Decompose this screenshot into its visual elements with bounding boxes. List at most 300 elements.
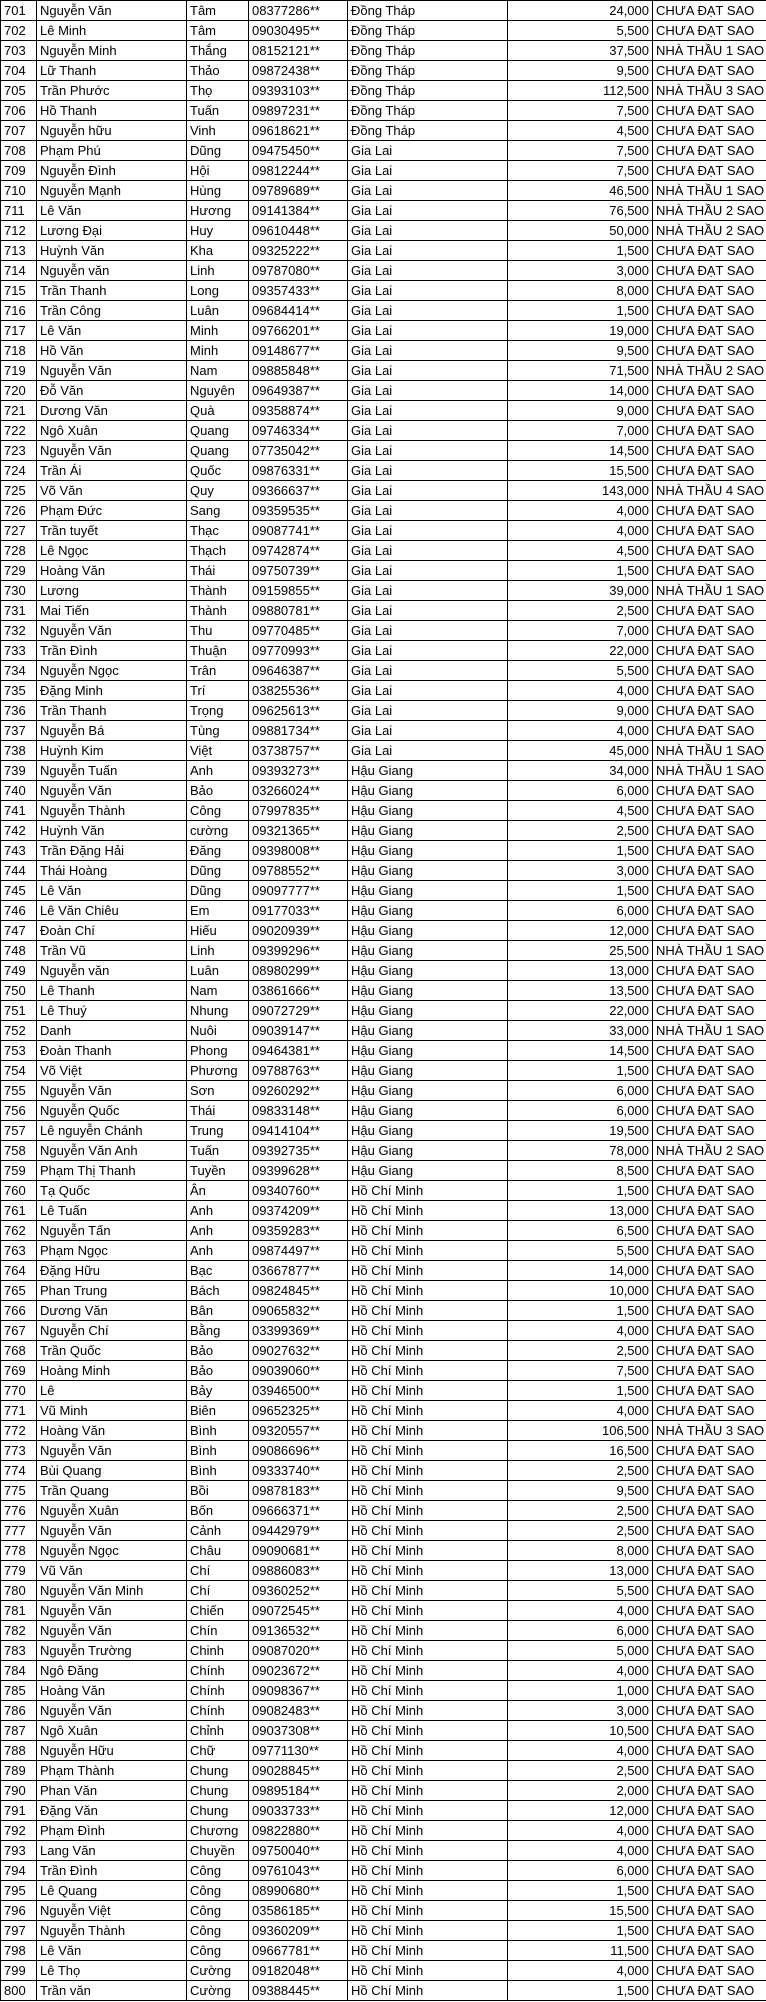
phone-number-cell: 09824845** (249, 1281, 348, 1301)
phone-number-cell: 09392735** (249, 1141, 348, 1161)
rank-cell: CHƯA ĐẠT SAO (653, 341, 766, 361)
row-number-cell: 746 (1, 901, 37, 921)
table-row (1, 741, 766, 761)
points-cell: 15,500 (508, 1901, 653, 1921)
row-number-cell: 789 (1, 1761, 37, 1781)
table-row (1, 1201, 766, 1221)
first-name-cell: Chiến (187, 1601, 249, 1621)
last-middle-name-cell: Phạm Phú (37, 141, 187, 161)
table-row (1, 1741, 766, 1761)
phone-number-cell: 09442979** (249, 1521, 348, 1541)
points-cell: 112,500 (508, 81, 653, 101)
points-cell: 10,000 (508, 1281, 653, 1301)
rank-cell: CHƯA ĐẠT SAO (653, 1801, 766, 1821)
phone-number-cell: 09141384** (249, 201, 348, 221)
first-name-cell: Thu (187, 621, 249, 641)
rank-cell: CHƯA ĐẠT SAO (653, 1981, 766, 2001)
table-row (1, 1761, 766, 1781)
row-number-cell: 757 (1, 1121, 37, 1141)
table-row (1, 1961, 766, 1981)
phone-number-cell: 09649387** (249, 381, 348, 401)
rank-cell: CHƯA ĐẠT SAO (653, 1541, 766, 1561)
table-row (1, 681, 766, 701)
rank-cell: CHƯA ĐẠT SAO (653, 501, 766, 521)
row-number-cell: 777 (1, 1521, 37, 1541)
province-cell: Hồ Chí Minh (348, 1261, 508, 1281)
row-number-cell: 799 (1, 1961, 37, 1981)
first-name-cell: Bình (187, 1421, 249, 1441)
table-row (1, 1181, 766, 1201)
first-name-cell: Bảy (187, 1381, 249, 1401)
last-middle-name-cell: Hoàng Văn (37, 561, 187, 581)
rank-cell: NHÀ THẦU 4 SAO (653, 481, 766, 501)
phone-number-cell: 03738757** (249, 741, 348, 761)
first-name-cell: Hội (187, 161, 249, 181)
province-cell: Gia Lai (348, 741, 508, 761)
rank-cell: CHƯA ĐẠT SAO (653, 1961, 766, 1981)
rank-cell: NHÀ THẦU 1 SAO (653, 41, 766, 61)
rank-cell: CHƯA ĐẠT SAO (653, 521, 766, 541)
first-name-cell: Vinh (187, 121, 249, 141)
row-number-cell: 761 (1, 1201, 37, 1221)
phone-number-cell: 09072729** (249, 1001, 348, 1021)
first-name-cell: Trung (187, 1121, 249, 1141)
last-middle-name-cell: Phạm Ngọc (37, 1241, 187, 1261)
last-middle-name-cell: Lê Ngọc (37, 541, 187, 561)
first-name-cell: Bình (187, 1441, 249, 1461)
table-row (1, 1481, 766, 1501)
province-cell: Đồng Tháp (348, 121, 508, 141)
rank-cell: CHƯA ĐẠT SAO (653, 1561, 766, 1581)
table-row (1, 401, 766, 421)
rank-cell: CHƯA ĐẠT SAO (653, 1501, 766, 1521)
rank-cell: CHƯA ĐẠT SAO (653, 1261, 766, 1281)
points-cell: 9,000 (508, 701, 653, 721)
phone-number-cell: 09750040** (249, 1841, 348, 1861)
last-middle-name-cell: Nguyễn văn (37, 261, 187, 281)
last-middle-name-cell: Nguyễn Đình (37, 161, 187, 181)
points-cell: 13,500 (508, 981, 653, 1001)
row-number-cell: 732 (1, 621, 37, 641)
table-row (1, 361, 766, 381)
first-name-cell: Chung (187, 1781, 249, 1801)
province-cell: Hồ Chí Minh (348, 1501, 508, 1521)
points-cell: 7,500 (508, 101, 653, 121)
row-number-cell: 794 (1, 1861, 37, 1881)
points-cell: 14,500 (508, 441, 653, 461)
points-cell: 6,000 (508, 1861, 653, 1881)
rank-cell: CHƯA ĐẠT SAO (653, 1081, 766, 1101)
last-middle-name-cell: Dương Văn (37, 1301, 187, 1321)
phone-number-cell: 09789689** (249, 181, 348, 201)
points-cell: 4,000 (508, 501, 653, 521)
row-number-cell: 762 (1, 1221, 37, 1241)
province-cell: Gia Lai (348, 501, 508, 521)
phone-number-cell: 09359535** (249, 501, 348, 521)
phone-number-cell: 09874497** (249, 1241, 348, 1261)
rank-cell: CHƯA ĐẠT SAO (653, 1901, 766, 1921)
table-row (1, 241, 766, 261)
points-cell: 12,000 (508, 921, 653, 941)
first-name-cell: Công (187, 1941, 249, 1961)
points-cell: 2,500 (508, 1761, 653, 1781)
table-row (1, 321, 766, 341)
row-number-cell: 771 (1, 1401, 37, 1421)
province-cell: Hậu Giang (348, 1041, 508, 1061)
row-number-cell: 745 (1, 881, 37, 901)
last-middle-name-cell: Nguyễn văn (37, 961, 187, 981)
last-middle-name-cell: Nguyễn Văn (37, 441, 187, 461)
points-cell: 1,500 (508, 881, 653, 901)
last-middle-name-cell: Bùi Quang (37, 1461, 187, 1481)
table-row (1, 1281, 766, 1301)
last-middle-name-cell: Lê Văn (37, 881, 187, 901)
row-number-cell: 719 (1, 361, 37, 381)
first-name-cell: Trọng (187, 701, 249, 721)
phone-number-cell: 09684414** (249, 301, 348, 321)
row-number-cell: 716 (1, 301, 37, 321)
rank-cell: CHƯA ĐẠT SAO (653, 701, 766, 721)
rank-cell: CHƯA ĐẠT SAO (653, 661, 766, 681)
province-cell: Gia Lai (348, 321, 508, 341)
phone-number-cell: 09788763** (249, 1061, 348, 1081)
phone-number-cell: 03946500** (249, 1381, 348, 1401)
province-cell: Hồ Chí Minh (348, 1821, 508, 1841)
table-row (1, 1121, 766, 1141)
rank-cell: CHƯA ĐẠT SAO (653, 1521, 766, 1541)
last-middle-name-cell: Lê Văn (37, 321, 187, 341)
first-name-cell: Bách (187, 1281, 249, 1301)
province-cell: Gia Lai (348, 661, 508, 681)
first-name-cell: Thái (187, 561, 249, 581)
points-cell: 1,500 (508, 561, 653, 581)
province-cell: Đồng Tháp (348, 81, 508, 101)
province-cell: Hồ Chí Minh (348, 1721, 508, 1741)
phone-number-cell: 09090681** (249, 1541, 348, 1561)
province-cell: Gia Lai (348, 461, 508, 481)
row-number-cell: 712 (1, 221, 37, 241)
first-name-cell: Dũng (187, 861, 249, 881)
row-number-cell: 702 (1, 21, 37, 41)
first-name-cell: Quang (187, 421, 249, 441)
last-middle-name-cell: Hoàng Minh (37, 1361, 187, 1381)
phone-number-cell: 09374209** (249, 1201, 348, 1221)
first-name-cell: Phương (187, 1061, 249, 1081)
first-name-cell: Thái (187, 1101, 249, 1121)
points-cell: 4,000 (508, 1661, 653, 1681)
points-cell: 9,000 (508, 401, 653, 421)
table-row (1, 841, 766, 861)
province-cell: Hồ Chí Minh (348, 1641, 508, 1661)
first-name-cell: Hùng (187, 181, 249, 201)
first-name-cell: Sang (187, 501, 249, 521)
points-cell: 5,500 (508, 21, 653, 41)
first-name-cell: Biên (187, 1401, 249, 1421)
phone-number-cell: 09082483** (249, 1701, 348, 1721)
points-cell: 22,000 (508, 1001, 653, 1021)
phone-number-cell: 09881734** (249, 721, 348, 741)
first-name-cell: Thuận (187, 641, 249, 661)
points-cell: 7,500 (508, 141, 653, 161)
points-cell: 6,000 (508, 1101, 653, 1121)
phone-number-cell: 09037308** (249, 1721, 348, 1741)
row-number-cell: 708 (1, 141, 37, 161)
row-number-cell: 725 (1, 481, 37, 501)
row-number-cell: 791 (1, 1801, 37, 1821)
first-name-cell: Bằng (187, 1321, 249, 1341)
rank-cell: CHƯA ĐẠT SAO (653, 641, 766, 661)
rank-cell: CHƯA ĐẠT SAO (653, 1101, 766, 1121)
row-number-cell: 753 (1, 1041, 37, 1061)
province-cell: Gia Lai (348, 281, 508, 301)
province-cell: Hậu Giang (348, 841, 508, 861)
phone-number-cell: 09897231** (249, 101, 348, 121)
rank-cell: CHƯA ĐẠT SAO (653, 1641, 766, 1661)
table-row (1, 641, 766, 661)
phone-number-cell: 09399296** (249, 941, 348, 961)
table-row (1, 1601, 766, 1621)
last-middle-name-cell: Lê Thuý (37, 1001, 187, 1021)
rank-cell: CHƯA ĐẠT SAO (653, 981, 766, 1001)
last-middle-name-cell: Trần Thanh (37, 281, 187, 301)
points-cell: 1,500 (508, 841, 653, 861)
table-row (1, 221, 766, 241)
province-cell: Hồ Chí Minh (348, 1401, 508, 1421)
row-number-cell: 707 (1, 121, 37, 141)
points-cell: 106,500 (508, 1421, 653, 1441)
row-number-cell: 787 (1, 1721, 37, 1741)
row-number-cell: 703 (1, 41, 37, 61)
row-number-cell: 759 (1, 1161, 37, 1181)
phone-number-cell: 09087741** (249, 521, 348, 541)
last-middle-name-cell: Trần Vũ (37, 941, 187, 961)
row-number-cell: 726 (1, 501, 37, 521)
phone-number-cell: 09065832** (249, 1301, 348, 1321)
table-row (1, 1941, 766, 1961)
points-cell: 5,500 (508, 1581, 653, 1601)
rank-cell: CHƯA ĐẠT SAO (653, 1361, 766, 1381)
row-number-cell: 721 (1, 401, 37, 421)
phone-number-cell: 09388445** (249, 1981, 348, 2001)
rank-cell: CHƯA ĐẠT SAO (653, 321, 766, 341)
phone-number-cell: 09393103** (249, 81, 348, 101)
rank-cell: NHÀ THẦU 1 SAO (653, 941, 766, 961)
province-cell: Đồng Tháp (348, 21, 508, 41)
province-cell: Hồ Chí Minh (348, 1221, 508, 1241)
row-number-cell: 754 (1, 1061, 37, 1081)
points-cell: 6,000 (508, 1621, 653, 1641)
row-number-cell: 792 (1, 1821, 37, 1841)
table-row (1, 1541, 766, 1561)
last-middle-name-cell: Nguyễn Tuấn (37, 761, 187, 781)
phone-number-cell: 09880781** (249, 601, 348, 621)
phone-number-cell: 09625613** (249, 701, 348, 721)
rank-cell: CHƯA ĐẠT SAO (653, 1481, 766, 1501)
phone-number-cell: 09325222** (249, 241, 348, 261)
row-number-cell: 727 (1, 521, 37, 541)
province-cell: Hồ Chí Minh (348, 1521, 508, 1541)
rank-cell: CHƯA ĐẠT SAO (653, 621, 766, 641)
table-row (1, 881, 766, 901)
points-cell: 33,000 (508, 1021, 653, 1041)
phone-number-cell: 09320557** (249, 1421, 348, 1441)
province-cell: Gia Lai (348, 561, 508, 581)
points-cell: 4,000 (508, 1321, 653, 1341)
phone-number-cell: 09878183** (249, 1481, 348, 1501)
first-name-cell: Chữ (187, 1741, 249, 1761)
first-name-cell: Chỉnh (187, 1721, 249, 1741)
last-middle-name-cell: Đỗ Văn (37, 381, 187, 401)
last-middle-name-cell: Nguyễn Văn (37, 1621, 187, 1641)
phone-number-cell: 09414104** (249, 1121, 348, 1141)
table-row (1, 161, 766, 181)
last-middle-name-cell: Nguyễn Trường (37, 1641, 187, 1661)
first-name-cell: Long (187, 281, 249, 301)
rank-cell: CHƯA ĐẠT SAO (653, 1221, 766, 1241)
first-name-cell: Tâm (187, 1, 249, 21)
rank-cell: CHƯA ĐẠT SAO (653, 1321, 766, 1341)
row-number-cell: 736 (1, 701, 37, 721)
row-number-cell: 730 (1, 581, 37, 601)
last-middle-name-cell: Hồ Văn (37, 341, 187, 361)
first-name-cell: Chính (187, 1681, 249, 1701)
province-cell: Hồ Chí Minh (348, 1941, 508, 1961)
province-cell: Hậu Giang (348, 1101, 508, 1121)
phone-number-cell: 09746334** (249, 421, 348, 441)
province-cell: Hậu Giang (348, 961, 508, 981)
first-name-cell: Bình (187, 1461, 249, 1481)
province-cell: Gia Lai (348, 701, 508, 721)
row-number-cell: 767 (1, 1321, 37, 1341)
table-row (1, 721, 766, 741)
points-cell: 1,500 (508, 1181, 653, 1201)
table-row (1, 1101, 766, 1121)
province-cell: Hậu Giang (348, 801, 508, 821)
table-row (1, 901, 766, 921)
last-middle-name-cell: Võ Việt (37, 1061, 187, 1081)
last-middle-name-cell: Đặng Hữu (37, 1261, 187, 1281)
points-cell: 2,500 (508, 1501, 653, 1521)
province-cell: Đồng Tháp (348, 61, 508, 81)
phone-number-cell: 08377286** (249, 1, 348, 21)
last-middle-name-cell: Lang Văn (37, 1841, 187, 1861)
row-number-cell: 741 (1, 801, 37, 821)
phone-number-cell: 09028845** (249, 1761, 348, 1781)
province-cell: Gia Lai (348, 441, 508, 461)
rank-cell: CHƯA ĐẠT SAO (653, 1821, 766, 1841)
table-row (1, 801, 766, 821)
last-middle-name-cell: Vũ Văn (37, 1561, 187, 1581)
first-name-cell: Đăng (187, 841, 249, 861)
rank-cell: CHƯA ĐẠT SAO (653, 1841, 766, 1861)
rank-cell: CHƯA ĐẠT SAO (653, 461, 766, 481)
row-number-cell: 756 (1, 1101, 37, 1121)
rank-cell: CHƯA ĐẠT SAO (653, 1721, 766, 1741)
last-middle-name-cell: Lương Đại (37, 221, 187, 241)
points-cell: 6,500 (508, 1221, 653, 1241)
row-number-cell: 775 (1, 1481, 37, 1501)
row-number-cell: 773 (1, 1441, 37, 1461)
table-row (1, 1381, 766, 1401)
table-row (1, 1901, 766, 1921)
first-name-cell: Thạc (187, 521, 249, 541)
rank-cell: CHƯA ĐẠT SAO (653, 1241, 766, 1261)
first-name-cell: Thạch (187, 541, 249, 561)
last-middle-name-cell: Nguyễn Hữu (37, 1741, 187, 1761)
rank-cell: CHƯA ĐẠT SAO (653, 1581, 766, 1601)
first-name-cell: Chín (187, 1621, 249, 1641)
phone-number-cell: 03667877** (249, 1261, 348, 1281)
phone-number-cell: 09072545** (249, 1601, 348, 1621)
phone-number-cell: 09030495** (249, 21, 348, 41)
province-cell: Hậu Giang (348, 941, 508, 961)
points-cell: 3,000 (508, 861, 653, 881)
province-cell: Hậu Giang (348, 1081, 508, 1101)
rank-cell: CHƯA ĐẠT SAO (653, 1881, 766, 1901)
table-row (1, 1621, 766, 1641)
row-number-cell: 797 (1, 1921, 37, 1941)
province-cell: Gia Lai (348, 261, 508, 281)
phone-number-cell: 09812244** (249, 161, 348, 181)
province-cell: Đồng Tháp (348, 1, 508, 21)
points-cell: 4,500 (508, 801, 653, 821)
table-row (1, 1501, 766, 1521)
table-row (1, 1061, 766, 1081)
first-name-cell: Tuấn (187, 1141, 249, 1161)
phone-number-cell: 09766201** (249, 321, 348, 341)
table-row (1, 301, 766, 321)
rank-cell: CHƯA ĐẠT SAO (653, 1921, 766, 1941)
first-name-cell: Tùng (187, 721, 249, 741)
table-row (1, 1681, 766, 1701)
province-cell: Gia Lai (348, 601, 508, 621)
last-middle-name-cell: Nguyễn Tấn (37, 1221, 187, 1241)
first-name-cell: Thọ (187, 81, 249, 101)
province-cell: Hậu Giang (348, 1141, 508, 1161)
province-cell: Hồ Chí Minh (348, 1181, 508, 1201)
table-row (1, 1141, 766, 1161)
rank-cell: CHƯA ĐẠT SAO (653, 921, 766, 941)
last-middle-name-cell: Lê Văn (37, 1941, 187, 1961)
province-cell: Hồ Chí Minh (348, 1281, 508, 1301)
points-cell: 2,500 (508, 821, 653, 841)
table-row (1, 1, 766, 21)
last-middle-name-cell: Đoàn Chí (37, 921, 187, 941)
last-middle-name-cell: Lê Minh (37, 21, 187, 41)
last-middle-name-cell: Đoàn Thanh (37, 1041, 187, 1061)
phone-number-cell: 03586185** (249, 1901, 348, 1921)
rank-cell: CHƯA ĐẠT SAO (653, 821, 766, 841)
last-middle-name-cell: Lê nguyễn Chánh (37, 1121, 187, 1141)
rank-cell: CHƯA ĐẠT SAO (653, 861, 766, 881)
last-middle-name-cell: Ngô Đăng (37, 1661, 187, 1681)
province-cell: Gia Lai (348, 341, 508, 361)
first-name-cell: Anh (187, 1201, 249, 1221)
table-row (1, 1661, 766, 1681)
first-name-cell: Công (187, 1881, 249, 1901)
rank-cell: CHƯA ĐẠT SAO (653, 261, 766, 281)
province-cell: Hồ Chí Minh (348, 1781, 508, 1801)
row-number-cell: 729 (1, 561, 37, 581)
points-cell: 1,500 (508, 241, 653, 261)
row-number-cell: 800 (1, 1981, 37, 2001)
phone-number-cell: 09097777** (249, 881, 348, 901)
phone-number-cell: 09098367** (249, 1681, 348, 1701)
table-row (1, 1241, 766, 1261)
last-middle-name-cell: Trần Đình (37, 1861, 187, 1881)
rank-cell: CHƯA ĐẠT SAO (653, 781, 766, 801)
province-cell: Hồ Chí Minh (348, 1881, 508, 1901)
